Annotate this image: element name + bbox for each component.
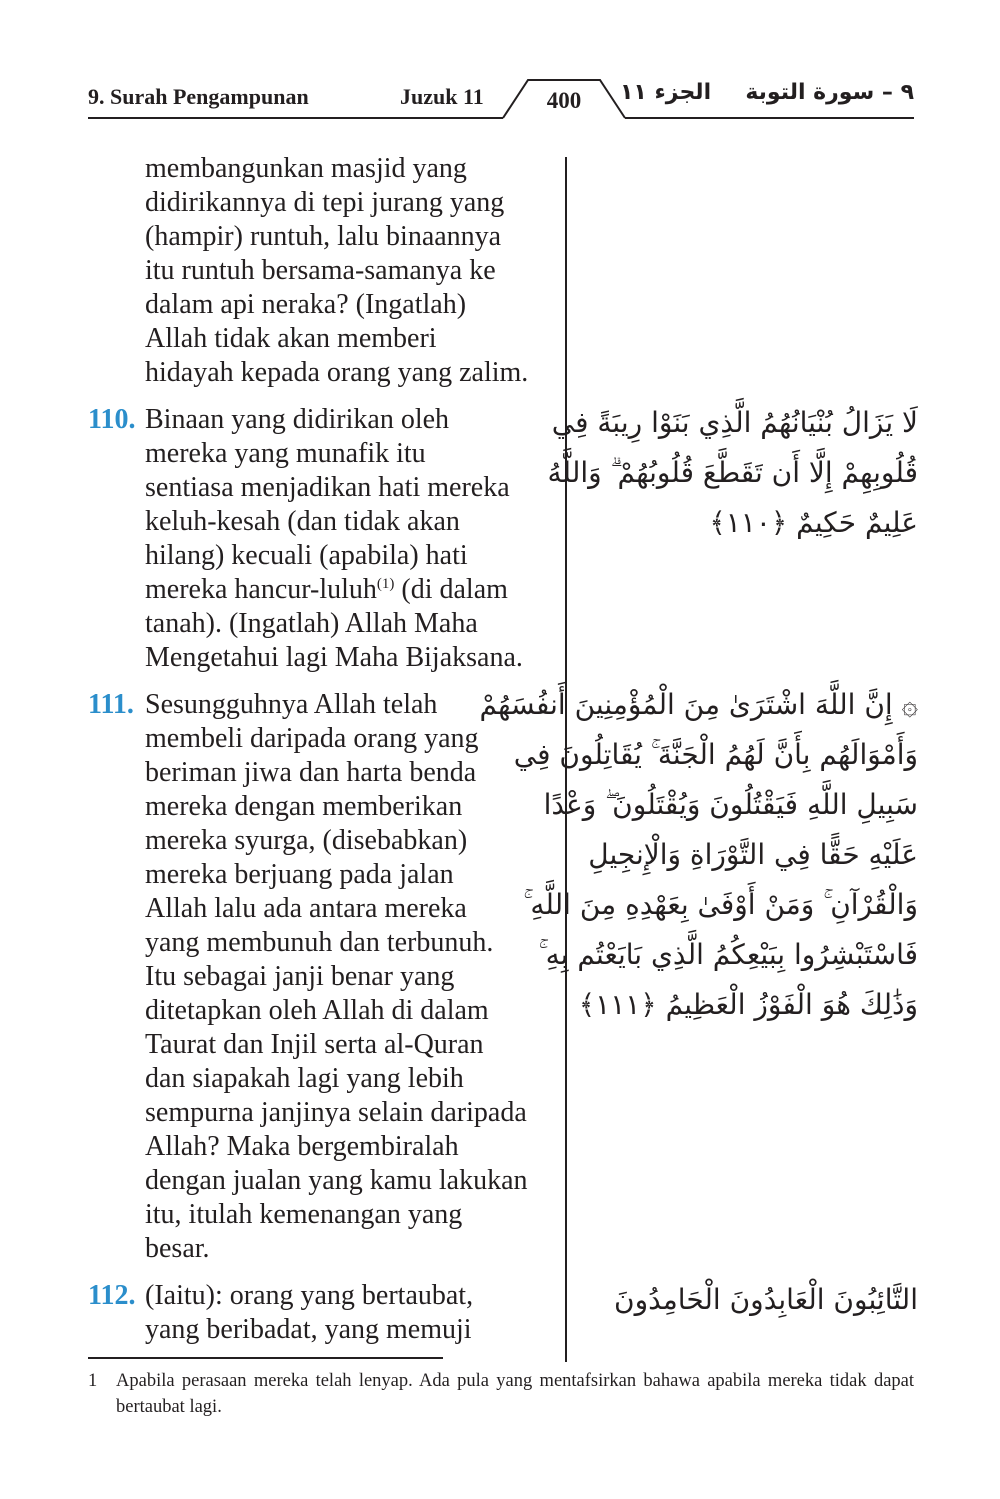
text-line: didirikannya di tepi jurang yang <box>145 187 505 218</box>
text-line: Sesungguhnya Allah telah <box>145 689 438 720</box>
juz-label-arabic: الجزء ١١ <box>620 80 712 105</box>
text-line: sentiasa menjadikan hati mereka <box>145 472 510 503</box>
arabic-line: وَأَمْوَالَهُم بِأَنَّ لَهُمُ الْجَنَّةَ ۚ يُقَاتِلُونَ فِي <box>513 738 918 771</box>
text-line <box>145 573 563 607</box>
surah-title-latin: 9. Surah Pengampunan <box>88 84 309 109</box>
header-rule <box>0 0 1000 140</box>
text-line: Allah? Maka bergembiralah <box>145 1131 459 1162</box>
text-line: itu, itulah kemenangan yang <box>145 1199 463 1230</box>
text-line: mereka yang munafik itu <box>145 438 426 469</box>
text-line: hilang) kecuali (apabila) hati <box>145 540 468 571</box>
text-line: ditetapkan oleh Allah di dalam <box>145 995 489 1026</box>
text-line: yang beribadat, yang memuji <box>145 1314 472 1345</box>
arabic-line: لَا يَزَالُ بُنْيَانُهُمُ الَّذِي بَنَوْا رِيبَةً فِي <box>551 406 918 439</box>
text-line: besar. <box>145 1233 210 1264</box>
arabic-line: عَلِيمٌ حَكِيمٌ ﴿١١٠﴾ <box>709 506 918 539</box>
verse-number: 111. <box>88 689 134 720</box>
text-line: mereka syurga, (disebabkan) <box>145 825 468 856</box>
verse-112-arabic <box>585 1275 918 1325</box>
page-number: 400 <box>546 88 582 113</box>
juzuk-label: Juzuk 11 <box>400 84 484 109</box>
text-line: mereka dengan memberikan <box>145 791 463 822</box>
arabic-line: قُلُوبِهِمْ إِلَّا أَن تَقَطَّعَ قُلُوبُهُمْ ۗ وَاللَّهُ <box>547 456 918 489</box>
translation-column <box>88 152 563 1360</box>
text-line: dalam api neraka? (Ingatlah) <box>145 289 467 320</box>
text-line: Taurat dan Injil serta al-Quran <box>145 1029 484 1060</box>
arabic-line: التَّائِبُونَ الْعَابِدُونَ الْحَامِدُونَ <box>614 1283 918 1316</box>
footnote-rule <box>88 1357 443 1359</box>
verse-110-translation <box>88 403 563 675</box>
text-line: tanah). (Ingatlah) Allah Maha <box>145 608 478 639</box>
surah-title-arabic: ٩ – سورة التوبة <box>745 80 914 105</box>
verse-109-continuation <box>88 152 563 390</box>
text-line: (hampir) runtuh, lalu binaannya <box>145 221 502 252</box>
verse-111-arabic <box>479 680 918 1030</box>
text-line: yang membunuh dan terbunuh. <box>145 927 494 958</box>
verse-number: 112. <box>88 1280 136 1311</box>
text-line: keluh-kesah (dan tidak akan <box>145 506 460 537</box>
text-line: sempurna janjinya selain daripada <box>145 1097 527 1128</box>
text-line: beriman jiwa dan harta benda <box>145 757 477 788</box>
text-line: Mengetahui lagi Maha Bijaksana. <box>145 642 523 673</box>
text-line: hidayah kepada orang yang zalim. <box>145 357 529 388</box>
footnote-number: 1 <box>88 1371 98 1391</box>
footnote <box>88 1368 914 1420</box>
text-line: (Iaitu): orang yang bertaubat, <box>145 1280 474 1311</box>
footnote-reference: (1) <box>376 576 395 592</box>
arabic-line: عَلَيْهِ حَقًّا فِي التَّوْرَاةِ وَالْإِنجِيلِ <box>588 838 918 871</box>
text-line: Allah tidak akan memberi <box>145 323 437 354</box>
arabic-line: وَالْقُرْآنِ ۚ وَمَنْ أَوْفَىٰ بِعَهْدِهِ مِنَ اللَّهِ ۚ <box>523 888 918 921</box>
text-line: mereka berjuang pada jalan <box>145 859 454 890</box>
text-line: Itu sebagai janji benar yang <box>145 961 455 992</box>
verse-112-translation <box>88 1279 563 1347</box>
text-line: dengan jualan yang kamu lakukan <box>145 1165 528 1196</box>
text-line: membangunkan masjid yang <box>145 153 467 184</box>
verse-111-translation <box>88 688 563 1266</box>
text-line: itu runtuh bersama-samanya ke <box>145 255 496 286</box>
text-line: dan siapakah lagi yang lebih <box>145 1063 464 1094</box>
arabic-line: سَبِيلِ اللَّهِ فَيَقْتُلُونَ وَيُقْتَلُونَ ۖ وَعْدًا <box>543 788 918 821</box>
footnote-text: Apabila perasaan mereka telah lenyap. Ada pula yang mentafsirkan bahawa apabila mereka tidak dapat bertaubat lagi. <box>116 1371 914 1417</box>
page-header <box>0 0 1000 140</box>
arabic-line: فَاسْتَبْشِرُوا بِبَيْعِكُمُ الَّذِي بَايَعْتُم بِهِ ۚ <box>538 938 918 971</box>
arabic-line: وَذَٰلِكَ هُوَ الْفَوْزُ الْعَظِيمُ ﴿١١١﴾ <box>578 988 918 1021</box>
verse-110-arabic <box>547 398 918 548</box>
verse-number: 110. <box>88 404 136 435</box>
text-fragment: (di dalam <box>394 574 508 605</box>
text-line: membeli daripada orang yang <box>145 723 479 754</box>
text-line: Binaan yang didirikan oleh <box>145 404 450 435</box>
text-line: Allah lalu ada antara mereka <box>145 893 467 924</box>
text-fragment: mereka hancur-luluh <box>145 574 377 605</box>
arabic-line: ۞ إِنَّ اللَّهَ اشْتَرَىٰ مِنَ الْمُؤْمِنِينَ أَنفُسَهُمْ <box>479 688 918 721</box>
